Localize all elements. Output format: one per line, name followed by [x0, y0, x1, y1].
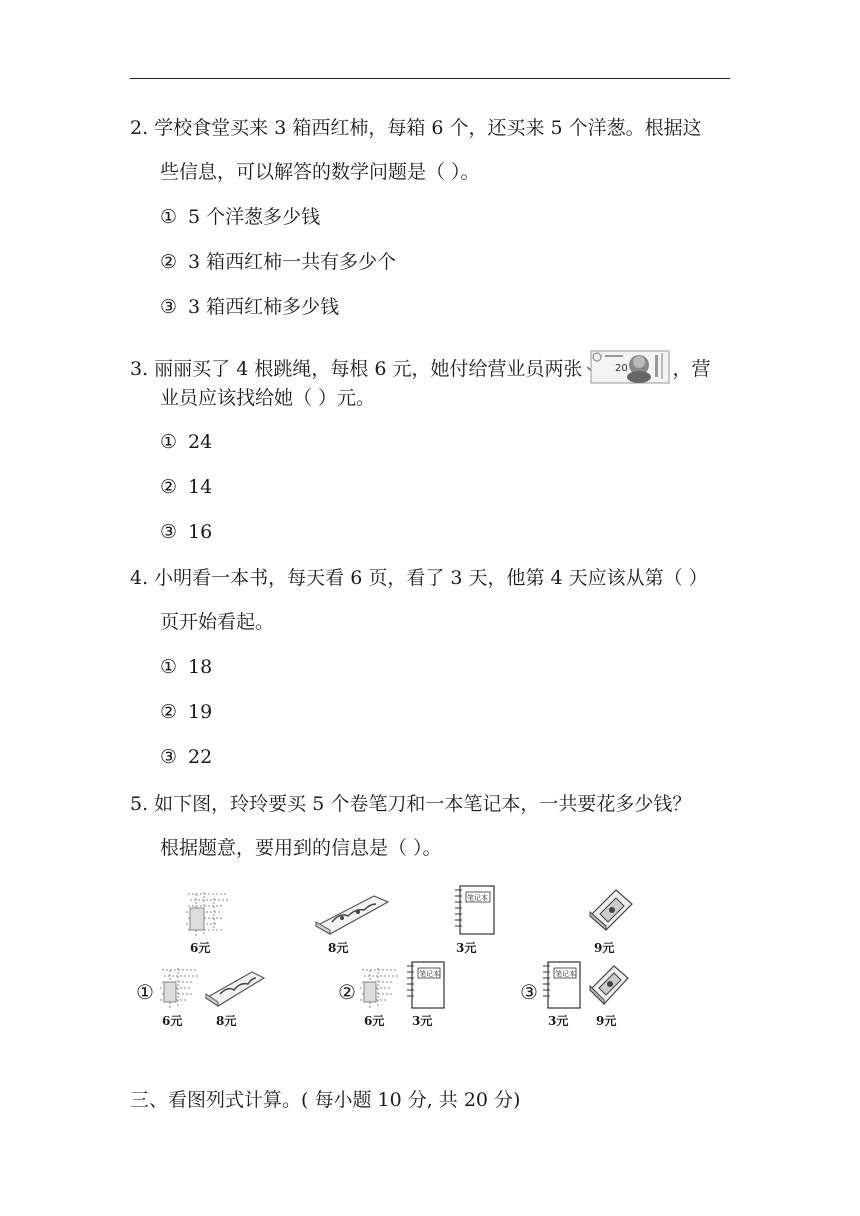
banknote-value: 20	[614, 363, 628, 374]
q2-option-3[interactable]	[160, 295, 339, 319]
item-price: 6元	[190, 941, 211, 955]
choice-price: 3元	[548, 1014, 569, 1028]
option-mark: ②	[160, 476, 178, 498]
q4-line2: 页开始看起。	[160, 611, 275, 633]
choice-3-mark[interactable]: ③	[520, 980, 538, 1004]
option-text: 16	[188, 521, 213, 543]
q4-line1: 4. 小明看一本书，每天看 6 页，看了 3 天，他第 4 天应该从第（ ）	[130, 567, 708, 589]
option-text: 14	[188, 476, 213, 498]
choice-price: 9元	[596, 1014, 617, 1028]
item-price: 8元	[328, 941, 349, 955]
notebook-label: 笔记本	[555, 970, 576, 978]
section-3-heading: 三、看图列式计算。( 每小题 10 分, 共 20 分)	[130, 1089, 521, 1111]
choice-1-mark[interactable]: ①	[136, 980, 154, 1004]
option-mark: ①	[160, 431, 178, 453]
q3-line1-text: 3. 丽丽买了 4 根跳绳，每根 6 元，她付给营业员两张	[130, 358, 583, 380]
option-mark: ②	[160, 251, 178, 273]
q2-line1: 2. 学校食堂买来 3 箱西红柿，每箱 6 个，还买来 5 个洋葱。根据这	[130, 117, 702, 139]
notebook-icon	[540, 960, 582, 1014]
q4-option-3[interactable]	[160, 745, 212, 769]
choice-price: 6元	[364, 1014, 385, 1028]
option-text: 5 个洋葱多少钱	[188, 206, 321, 228]
choice-price: 6元	[162, 1014, 183, 1028]
q5-line1: 5. 如下图，玲玲要买 5 个卷笔刀和一本笔记本，一共要花多少钱？	[130, 793, 692, 815]
option-mark: ③	[160, 521, 178, 543]
notebook-icon	[452, 884, 496, 940]
sharpener-icon	[586, 962, 632, 1012]
option-mark: ③	[160, 296, 178, 318]
brush-icon	[184, 890, 234, 942]
choice-price: 3元	[412, 1014, 433, 1028]
option-mark: ②	[160, 701, 178, 723]
option-text: 3 箱西红柿多少钱	[188, 296, 340, 318]
q4-option-2[interactable]	[160, 700, 212, 724]
item-price: 3元	[456, 941, 477, 955]
option-text: 18	[188, 656, 213, 678]
option-mark: ③	[160, 746, 178, 768]
q2-line2: 些信息，可以解答的数学问题是（ ）。	[160, 161, 480, 183]
q2-option-2[interactable]	[160, 250, 396, 274]
q4-option-1[interactable]	[160, 655, 212, 679]
item-price: 9元	[594, 941, 615, 955]
option-text: 24	[188, 431, 213, 453]
q3-option-2[interactable]	[160, 475, 212, 499]
pencil-case-icon	[202, 964, 268, 1012]
q3-option-1[interactable]	[160, 430, 212, 454]
option-mark: ①	[160, 656, 178, 678]
header-rule	[130, 78, 730, 79]
notebook-label: 笔记本	[419, 970, 440, 978]
q5-line2: 根据题意，要用到的信息是（ ）。	[160, 837, 442, 859]
option-text: 22	[188, 746, 213, 768]
notebook-label: 笔记本	[467, 894, 488, 902]
notebook-icon	[404, 960, 446, 1014]
q3-line2: 业员应该找给她（ ）元。	[160, 387, 376, 409]
choice-2-mark[interactable]: ②	[338, 980, 356, 1004]
option-mark: ①	[160, 206, 178, 228]
q2-option-1[interactable]	[160, 205, 320, 229]
sharpener-icon	[586, 886, 636, 938]
choice-price: 8元	[216, 1014, 237, 1028]
pencil-case-icon	[312, 888, 392, 940]
q3-line1-tail: ，营	[672, 358, 711, 380]
option-text: 19	[188, 701, 213, 723]
brush-icon	[158, 966, 202, 1014]
brush-icon	[358, 966, 402, 1014]
option-text: 3 箱西红柿一共有多少个	[188, 251, 397, 273]
q3-option-3[interactable]	[160, 520, 212, 544]
banknote-20-icon	[585, 347, 671, 393]
